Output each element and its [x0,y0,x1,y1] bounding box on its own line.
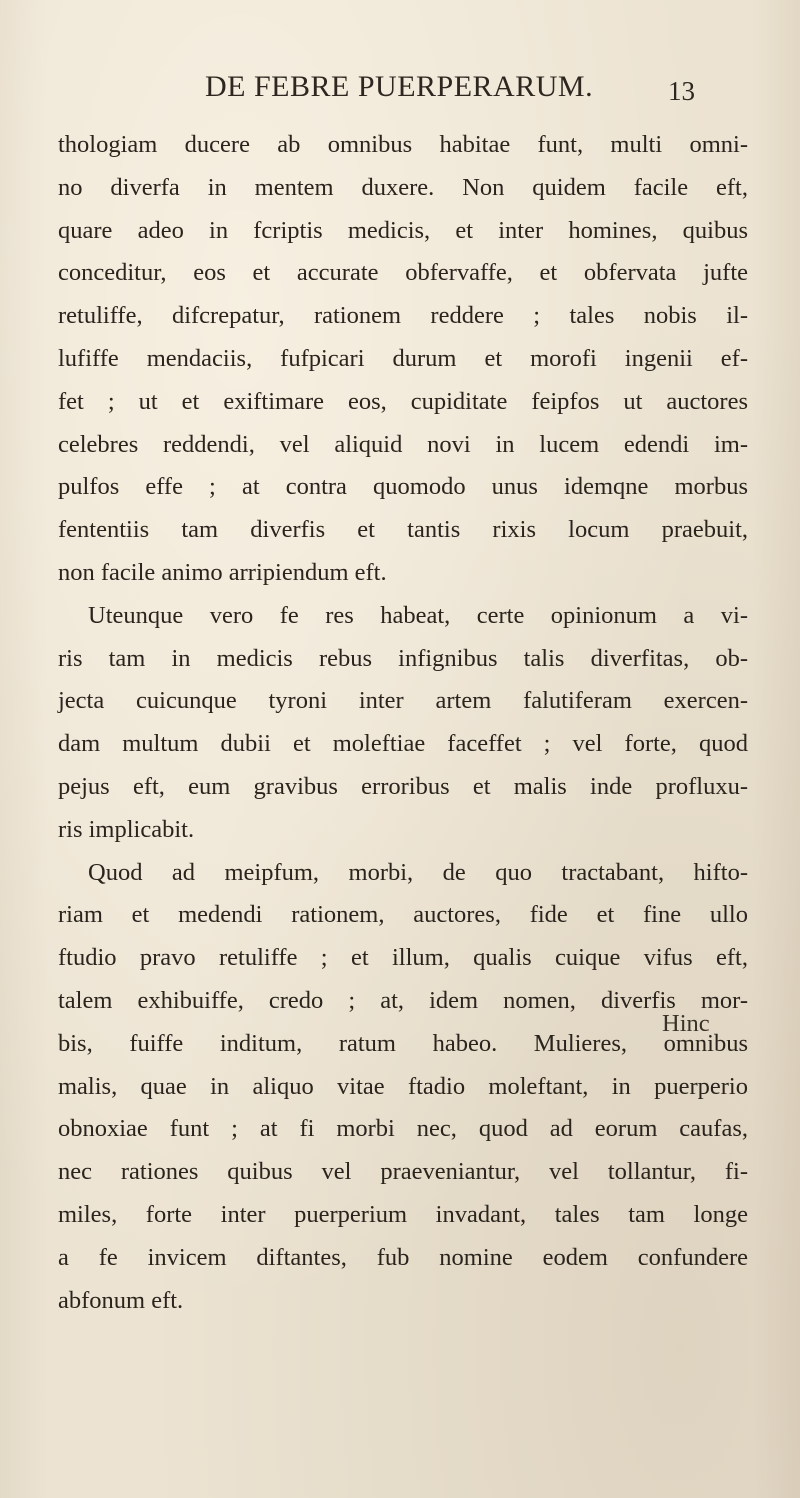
text-line: bis, fuiffe inditum, ratum habeo. Mulieres, omnibus [58,1029,748,1057]
text-line: conceditur, eos et accurate obfervaffe, et obfervata jufte [58,259,748,287]
page-header [0,70,800,114]
text-line: malis, quae in aliquo vitae ftadio moleftant, in puerperio [58,1072,748,1100]
text-line: Uteunque vero fe res habeat, certe opinionum a vi- [88,601,748,629]
text-line: pejus eft, eum gravibus erroribus et malis inde profluxu- [58,772,748,800]
catchword: Hinc [662,1010,710,1037]
text-line: ris implicabit. [58,815,195,843]
text-line: ris tam in medicis rebus infignibus talis diverfitas, ob- [58,644,748,672]
text-line: miles, forte inter puerperium invadant, tales tam longe [58,1200,748,1228]
text-line: Quod ad meipfum, morbi, de quo tractabant, hifto- [88,858,748,886]
text-line: a fe invicem diftantes, fub nomine eodem confundere [58,1243,748,1271]
running-title: DE FEBRE PUERPERARUM. [205,70,594,103]
text-line: celebres reddendi, vel aliquid novi in lucem edendi im- [58,430,748,458]
text-line: riam et medendi rationem, auctores, fide et fine ullo [58,901,748,929]
text-line: obnoxiae funt ; at fi morbi nec, quod ad eorum caufas, [58,1115,748,1143]
text-line: jecta cuicunque tyroni inter artem falutiferam exercen- [58,687,748,715]
text-line: non facile animo arripiendum eft. [58,558,387,586]
text-line: dam multum dubii et moleftiae faceffet ; vel forte, quod [58,730,748,758]
text-line: ftudio pravo retuliffe ; et illum, qualis cuique vifus eft, [58,944,748,972]
text-line: retuliffe, difcrepatur, rationem reddere ; tales nobis il- [58,302,748,330]
text-line: talem exhibuiffe, credo ; at, idem nomen, diverfis mor- [58,986,748,1014]
page-number: 13 [668,76,695,106]
text-line: quare adeo in fcriptis medicis, et inter homines, quibus [58,216,748,244]
text-line: abfonum eft. [58,1286,184,1314]
text-line: fententiis tam diverfis et tantis rixis locum praebuit, [58,516,748,544]
body-text [58,124,748,1322]
text-line: nec rationes quibus vel praeveniantur, vel tollantur, fi- [58,1158,748,1186]
text-line: no diverfa in mentem duxere. Non quidem facile eft, [58,173,748,201]
text-line: thologiam ducere ab omnibus habitae funt, multi omni- [58,131,748,158]
text-line: lufiffe mendaciis, fufpicari durum et morofi ingenii ef- [58,344,748,372]
text-line: fet ; ut et exiftimare eos, cupiditate feipfos ut auctores [58,387,748,415]
text-line: pulfos effe ; at contra quomodo unus idemqne morbus [58,473,748,501]
